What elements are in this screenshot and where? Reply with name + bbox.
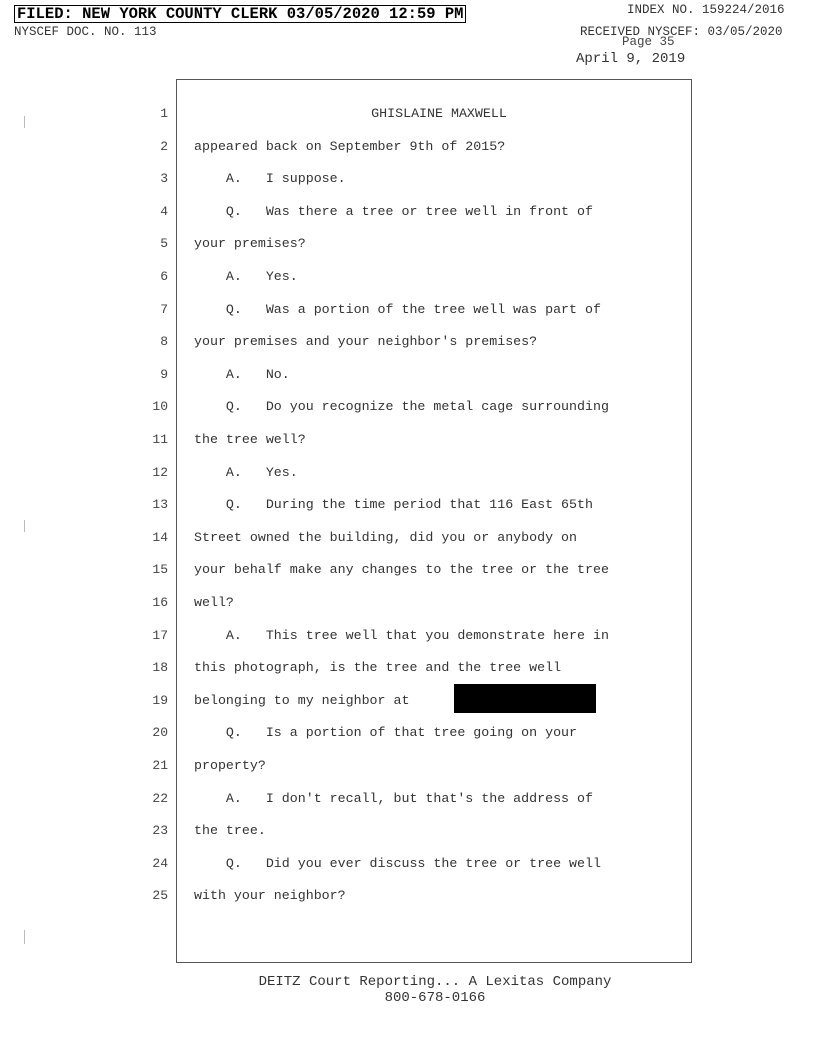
transcript-line	[0, 495, 816, 515]
line-number: 1	[160, 106, 168, 121]
line-text: A. Yes.	[194, 464, 298, 480]
line-number: 2	[160, 138, 168, 154]
transcript-line	[0, 560, 816, 580]
index-number: INDEX NO. 159224/2016	[627, 3, 785, 17]
line-text: property?	[194, 758, 266, 773]
line-text: with your neighbor?	[194, 888, 346, 904]
filed-stamp: FILED: NEW YORK COUNTY CLERK 03/05/2020 12:59 PM	[14, 5, 466, 23]
transcript-line	[0, 691, 816, 711]
line-number: 19	[152, 692, 168, 708]
line-text: belonging to my neighbor at	[194, 692, 410, 708]
line-text: the tree.	[194, 823, 266, 839]
line-text: Street owned the building, did you or anybody on	[194, 529, 578, 545]
received-stamp: RECEIVED NYSCEF: 03/05/2020	[580, 25, 783, 39]
line-text: your premises and your neighbor's premises?	[194, 334, 538, 350]
footer-company: DEITZ Court Reporting... A Lexitas Company	[258, 974, 612, 990]
line-text: Q. During the time period that 116 East 65th	[194, 497, 593, 513]
line-number: 9	[160, 366, 168, 382]
transcript-line	[0, 463, 816, 483]
line-text: A. No.	[194, 366, 290, 382]
line-text: your behalf make any changes to the tree or the tree	[194, 562, 609, 578]
transcript-line	[0, 397, 816, 417]
line-number: 4	[160, 203, 168, 219]
transcript-line	[0, 886, 816, 906]
line-text: appeared back on September 9th of 2015?	[194, 138, 506, 154]
page-number: Page 35	[622, 35, 675, 49]
line-number: 18	[152, 660, 168, 676]
transcript-line	[0, 723, 816, 743]
transcript-line	[0, 658, 816, 678]
line-number: 25	[152, 888, 168, 904]
line-text: A. This tree well that you demonstrate here in	[194, 627, 609, 643]
witness-name-heading: GHISLAINE MAXWELL	[371, 106, 507, 121]
line-text: A. Yes.	[194, 269, 298, 284]
margin-mark	[24, 930, 25, 944]
line-number: 21	[152, 758, 168, 773]
line-text: Q. Was a portion of the tree well was part of	[194, 301, 601, 317]
footer-phone: 800-678-0166	[384, 990, 486, 1006]
line-text: Q. Do you recognize the metal cage surrounding	[194, 399, 609, 415]
line-number: 22	[152, 790, 168, 806]
transcript-line	[0, 789, 816, 809]
line-number: 7	[160, 301, 168, 317]
line-text: A. I suppose.	[194, 171, 346, 187]
line-number: 17	[152, 627, 168, 643]
line-text: Q. Was there a tree or tree well in front of	[194, 203, 593, 219]
transcript-line	[0, 202, 816, 222]
transcript-line	[0, 528, 816, 548]
line-number: 23	[152, 823, 168, 839]
transcript-line	[0, 300, 816, 320]
line-number: 6	[160, 269, 168, 284]
line-number: 20	[152, 725, 168, 741]
line-text: Q. Is a portion of that tree going on your	[194, 725, 578, 741]
line-text: A. I don't recall, but that's the address of	[194, 790, 593, 806]
transcript-line	[0, 104, 816, 124]
line-text: your premises?	[194, 236, 306, 252]
line-number: 13	[152, 497, 168, 513]
transcript-line	[0, 332, 816, 352]
line-number: 14	[152, 529, 168, 545]
line-number: 11	[152, 432, 168, 447]
redaction-bar	[454, 684, 596, 713]
transcript-line	[0, 854, 816, 874]
line-number: 5	[160, 236, 168, 252]
line-text: well?	[194, 595, 234, 610]
line-number: 16	[152, 595, 168, 610]
line-number: 3	[160, 171, 168, 187]
deposition-date: April 9, 2019	[576, 51, 686, 67]
line-text: this photograph, is the tree and the tree well	[194, 660, 562, 676]
line-number: 12	[152, 464, 168, 480]
line-text: Q. Did you ever discuss the tree or tree well	[194, 855, 601, 871]
line-text: the tree well?	[194, 432, 306, 447]
transcript-line	[0, 169, 816, 189]
transcript-line	[0, 234, 816, 254]
line-number: 15	[152, 562, 168, 578]
transcript-line	[0, 430, 816, 450]
transcript-line	[0, 821, 816, 841]
line-number: 10	[152, 399, 168, 415]
transcript-line	[0, 626, 816, 646]
transcript-line	[0, 365, 816, 385]
transcript-line	[0, 267, 816, 287]
document-number: NYSCEF DOC. NO. 113	[14, 25, 157, 39]
transcript-line	[0, 756, 816, 776]
transcript-line	[0, 593, 816, 613]
transcript-line	[0, 137, 816, 157]
line-number: 8	[160, 334, 168, 350]
line-number: 24	[152, 855, 168, 871]
